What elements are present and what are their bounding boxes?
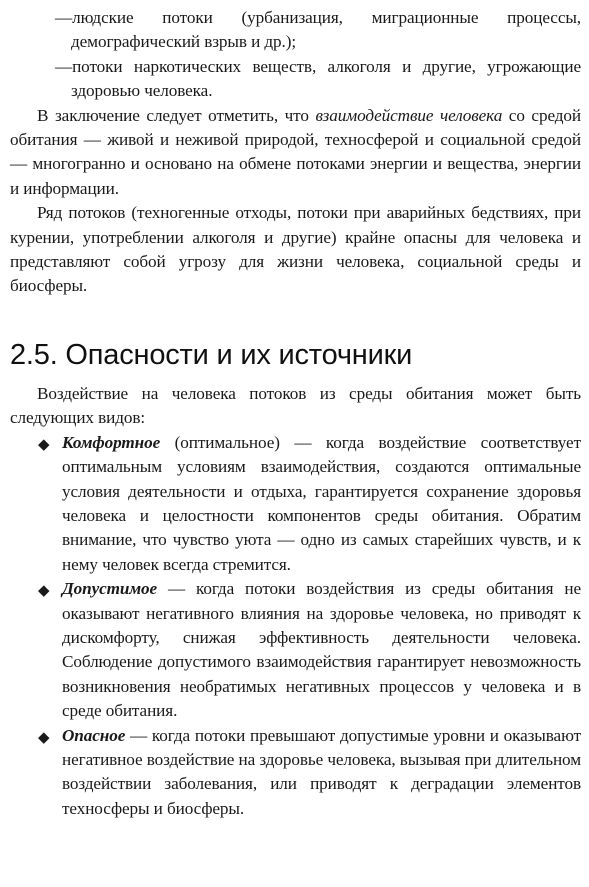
term-description: (оптимальное) — когда воздействие соответствует оптимальным условиям взаимодействия, создаются оптимальные условия деятельности и отдыха, гарантируется сохранение здоровья человека и целостности компонентов среды обитания. Обратим внимание, что чувство уюта — одно из самых старейших чувств, и к нему человек всегда стремится. bbox=[62, 432, 581, 574]
dash-list-item: —потоки наркотических веществ, алкоголя и другие, угрожающие здоровью человека. bbox=[55, 56, 581, 101]
paragraph-flows: Ряд потоков (техногенные отходы, потоки при аварийных бедствиях, при курении, употреблении алкоголя и другие) крайне опасны для человека и представляют собой угрозу для жизни человека, социальной среды и биосферы. bbox=[10, 203, 581, 296]
section-intro: Воздействие на человека потоков из среды обитания может быть следующих видов: bbox=[10, 383, 581, 428]
term-label: Комфортное bbox=[62, 432, 161, 452]
diamond-icon: ◆ bbox=[38, 436, 50, 453]
section-heading: 2.5. Опасности и их источники bbox=[10, 338, 413, 371]
bullet-item-dangerous bbox=[10, 724, 581, 822]
bullet-item-comfortable bbox=[10, 431, 581, 577]
paragraph-text: В заключение следует отметить, что bbox=[37, 105, 316, 125]
diamond-icon: ◆ bbox=[38, 583, 50, 600]
document-page bbox=[10, 6, 581, 821]
term-description: — когда потоки воздействия из среды обитания не оказывают негативного влияния на здоровье человека, но приводят к дискомфорту, снижая эффективность деятельности человека. Соблюдение допустимого взаимодействия гарантирует невозможность возникновения необратимых негативных процессов у человека и в среде обитания. bbox=[62, 579, 581, 721]
bullet-item-acceptable bbox=[10, 577, 581, 723]
emphasis-text: взаимодействие человека bbox=[315, 105, 503, 125]
paragraph-conclusion bbox=[10, 104, 581, 202]
dash-list-item: —людские потоки (урбанизация, миграционные процессы, демографический взрыв и др.); bbox=[55, 8, 581, 52]
term-label: Допустимое bbox=[62, 579, 158, 599]
term-description: — когда потоки превышают допустимые уровни и оказывают негативное воздействие на здоровье человека, вызывая при длительном воздействии заболевания, или приводят к деградации элементов техносферы и биосферы. bbox=[62, 725, 581, 818]
paragraph-text: со средой обитания — живой и неживой природой, техносферой и социальной средой — многогранно и основано на обмене потоками энергии и вещества, энергии и информации. bbox=[10, 105, 581, 198]
diamond-icon: ◆ bbox=[38, 729, 50, 746]
term-label: Опасное bbox=[62, 725, 126, 745]
